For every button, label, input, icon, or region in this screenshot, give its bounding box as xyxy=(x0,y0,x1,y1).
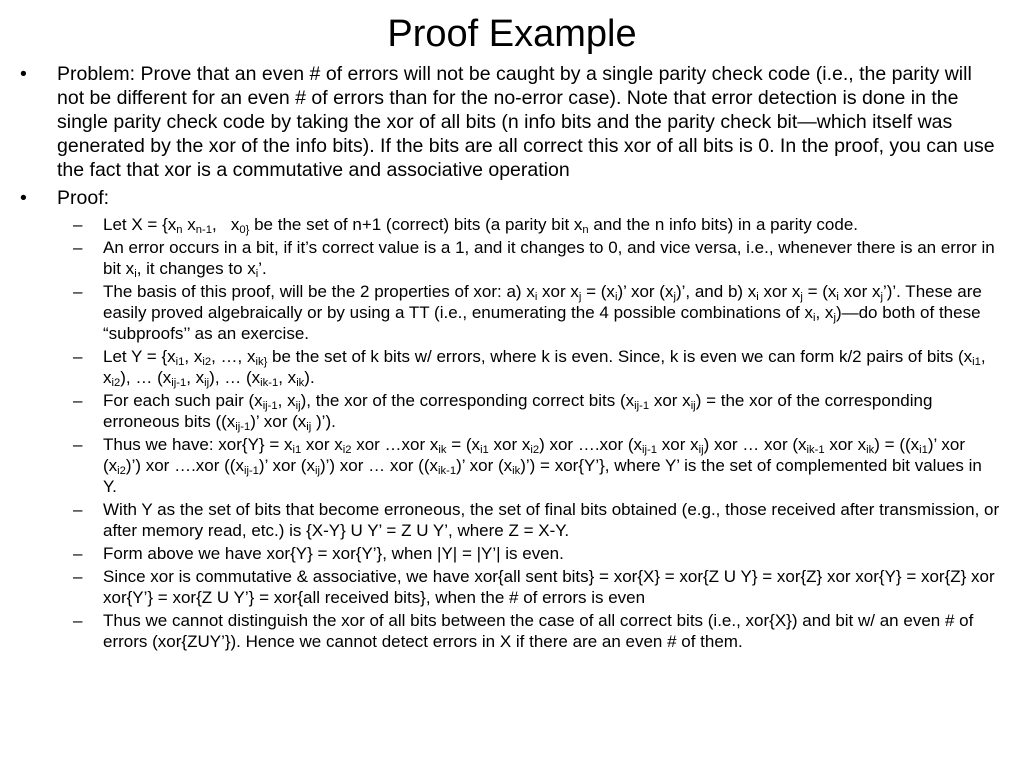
proof-step-text xyxy=(103,611,973,651)
subscript: i1 xyxy=(972,355,981,368)
text-run: x xyxy=(182,215,196,234)
text-run: )’ xor (x xyxy=(617,282,674,301)
subscript: ik-1 xyxy=(438,464,457,477)
text-run: )—do both of these “subproofs’’ as an exercise. xyxy=(103,303,981,343)
proof-step xyxy=(0,214,1000,235)
text-run: be the set of n+1 (correct) bits (a parity bit x xyxy=(249,215,583,234)
subscript: ik-1 xyxy=(260,376,279,389)
subscript: ij xyxy=(698,443,704,456)
subscript: i xyxy=(614,290,618,303)
proof-step-text xyxy=(103,347,986,387)
text-run: , it changes to x xyxy=(136,259,256,278)
subscript: ij xyxy=(306,420,312,433)
dash-marker: – xyxy=(73,435,83,454)
subscript: ij-1 xyxy=(642,443,658,456)
subscript: ik xyxy=(866,443,875,456)
text-run: ) = ((x xyxy=(874,435,920,454)
subscript: ij-1 xyxy=(235,420,251,433)
subscript: n xyxy=(582,223,589,236)
bullet-proof xyxy=(0,186,1000,210)
proof-step xyxy=(0,281,1000,344)
text-run: Thus we have: xor{Y} = x xyxy=(103,435,293,454)
text-run: ), the xor of the corresponding correct bits (x xyxy=(300,391,635,410)
subscript: n xyxy=(176,223,183,236)
subscript: ik} xyxy=(255,355,268,368)
text-run: xor x xyxy=(838,282,881,301)
text-run: , x xyxy=(277,391,296,410)
dash-marker: – xyxy=(73,215,83,234)
subscript: j xyxy=(578,290,582,303)
subscript: ij-1 xyxy=(262,399,278,412)
subscript: i2 xyxy=(111,376,121,389)
subscript: i xyxy=(534,290,538,303)
subscript: j xyxy=(800,290,803,303)
text-run: Let X = {x xyxy=(103,215,177,234)
subscript: n-1 xyxy=(195,223,212,236)
proof-step xyxy=(0,610,1000,652)
text-run: , x xyxy=(103,347,986,387)
subscript: i xyxy=(255,267,259,280)
dash-marker: – xyxy=(73,544,83,563)
dash-marker: – xyxy=(73,500,83,519)
text-run: ). xyxy=(304,368,315,387)
proof-step xyxy=(0,499,1000,541)
proof-step-text xyxy=(103,282,982,343)
text-run: and the n info bits) in a parity code. xyxy=(588,215,858,234)
subscript: i2 xyxy=(202,355,212,368)
problem-text: Problem: Prove that an even # of errors will not be caught by a single parity check code (i.e., the parity will not be different for an even # of errors than for the no-error case). Note that error detection is done in the single parity check code by taking the xor of all bits (n info bits and the parity check bit—which itself was generated by the xor of the info bits). If the bits are all correct this xor of all bits is 0. In the proof, you can use the fact that xor is a commutative and associative operation xyxy=(57,63,995,181)
subscript: i xyxy=(812,311,816,324)
text-run: Form above we have xor{Y} = xor{Y’}, when |Y| = |Y’| is even. xyxy=(103,544,564,563)
text-run: xor x xyxy=(758,282,801,301)
subscript: ij xyxy=(204,376,210,389)
text-run: = (x xyxy=(446,435,481,454)
text-run: ), … (x xyxy=(209,368,261,387)
subscript: j xyxy=(673,290,676,303)
text-run: xor …xor x xyxy=(351,435,439,454)
text-run: xor x xyxy=(301,435,343,454)
subscript: i xyxy=(134,267,137,280)
subscript: i2 xyxy=(342,443,352,456)
text-run: , x xyxy=(186,368,205,387)
text-run: An error occurs in a bit, if it’s correct value is a 1, and it changes to 0, and vice versa, i.e., whenever there is an error in bit x xyxy=(103,238,995,278)
text-run: )’) xor ….xor ((x xyxy=(125,456,244,475)
text-run: , …, x xyxy=(211,347,256,366)
proof-step xyxy=(0,566,1000,608)
text-run: )’, and b) x xyxy=(675,282,757,301)
text-run: For each such pair (x xyxy=(103,391,263,410)
slide-content xyxy=(0,62,1000,654)
bullet-problem xyxy=(0,62,1000,182)
text-run: , x xyxy=(184,347,203,366)
proof-step-text xyxy=(103,544,564,563)
bullet-marker: • xyxy=(20,63,27,85)
subscript: i1 xyxy=(919,443,928,456)
subscript: i2 xyxy=(117,464,126,477)
proof-step-text xyxy=(103,391,932,431)
subscript: ij-1 xyxy=(634,399,650,412)
text-run: xor x xyxy=(824,435,867,454)
dash-marker: – xyxy=(73,347,83,366)
text-run: ), … (x xyxy=(120,368,172,387)
subscript: ik xyxy=(512,464,521,477)
slide-title: Proof Example xyxy=(387,13,637,55)
text-run: = (x xyxy=(581,282,615,301)
text-run: )’) = xor{Y’}, where Y’ is the set of complemented bit values in Y. xyxy=(103,456,982,496)
text-run: Since xor is commutative & associative, we have xor{all sent bits} = xor{X} = xor{Z U Y} = xor{Z} xor xor{Y} = xor{Z} xor xor{Y’} = xor{Z U Y’} = xor{all received bits}, when the # of errors is even xyxy=(103,567,995,607)
text-run: xor x xyxy=(537,282,579,301)
subscript: 0} xyxy=(239,223,250,236)
text-run: Thus we cannot distinguish the xor of all bits between the case of all correct bits (i.e., xor{X}) and bit w/ an even # of errors (xor{ZUY’}). Hence we cannot detect errors in X if there are an even # of them. xyxy=(103,611,974,651)
text-run: ) = the xor of the corresponding erroneous bits ((x xyxy=(103,391,933,431)
text-run: )’ xor (x xyxy=(258,456,315,475)
subscript: ik xyxy=(438,443,447,456)
proof-step-text xyxy=(103,435,982,496)
text-run: )’) xor … xor ((x xyxy=(319,456,438,475)
text-run: )’ xor (x xyxy=(250,412,307,431)
subscript: ij-1 xyxy=(243,464,259,477)
subscript: i1 xyxy=(175,355,185,368)
text-run: , x xyxy=(211,215,240,234)
dash-marker: – xyxy=(73,391,83,410)
subscript: i xyxy=(836,290,839,303)
text-run: xor x xyxy=(488,435,531,454)
text-run: ) xor ….xor (x xyxy=(539,435,643,454)
text-run: ’)’. These are easily proved algebraically or by using a TT (i.e., enumerating the 4 possible combinations of x xyxy=(103,282,982,322)
proof-step-text xyxy=(103,238,995,278)
bullet-marker: • xyxy=(20,187,27,209)
text-run: , x xyxy=(815,303,834,322)
text-run: , x xyxy=(278,368,297,387)
subscript: ij xyxy=(295,399,301,412)
subscript: i1 xyxy=(292,443,302,456)
proof-step xyxy=(0,434,1000,497)
proof-heading: Proof: xyxy=(57,187,110,209)
proof-step xyxy=(0,543,1000,564)
text-run: xor x xyxy=(649,391,691,410)
text-run: )’ xor (x xyxy=(103,435,966,475)
dash-marker: – xyxy=(73,238,83,257)
text-run: The basis of this proof, will be the 2 properties of xor: a) x xyxy=(103,282,535,301)
subscript: ik xyxy=(296,376,305,389)
subscript: ij xyxy=(690,399,696,412)
text-run: ’. xyxy=(258,259,267,278)
proof-step xyxy=(0,237,1000,279)
dash-marker: – xyxy=(73,282,83,301)
text-run: )’ xor (x xyxy=(456,456,513,475)
proof-step xyxy=(0,390,1000,432)
subscript: j xyxy=(880,290,883,303)
subscript: ik-1 xyxy=(806,443,825,456)
text-run: = (x xyxy=(802,282,837,301)
text-run: xor x xyxy=(657,435,699,454)
subscript: ij-1 xyxy=(171,376,187,389)
proof-step xyxy=(0,346,1000,388)
subscript: i1 xyxy=(480,443,489,456)
dash-marker: – xyxy=(73,567,83,586)
subscript: ij xyxy=(314,464,320,477)
subscript: j xyxy=(833,311,836,324)
text-run: Let Y = {x xyxy=(103,347,176,366)
proof-steps xyxy=(0,214,1000,652)
text-run: )’). xyxy=(311,412,336,431)
proof-step-text xyxy=(103,567,995,607)
proof-step-text xyxy=(103,500,999,540)
text-run: ) xor … xor (x xyxy=(703,435,807,454)
proof-step-text xyxy=(103,215,858,234)
text-run: be the set of k bits w/ errors, where k is even. Since, k is even we can form k/2 pairs of bits (x xyxy=(267,347,973,366)
subscript: i2 xyxy=(530,443,540,456)
subscript: i xyxy=(756,290,759,303)
text-run: With Y as the set of bits that become erroneous, the set of final bits obtained (e.g., those received after transmission, or after memory read, etc.) is {X-Y} U Y’ = Z U Y’, where Z = X-Y. xyxy=(103,500,1000,540)
dash-marker: – xyxy=(73,611,83,630)
